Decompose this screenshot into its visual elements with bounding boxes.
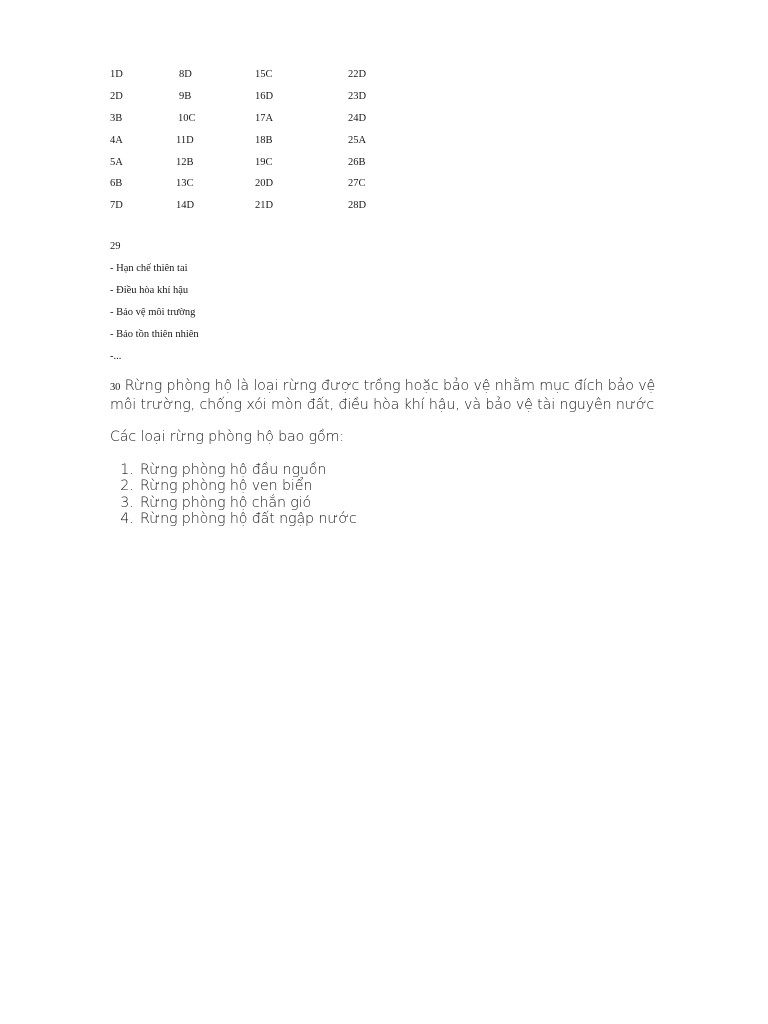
answer-line: - Hạn chế thiên tai <box>110 263 188 274</box>
answer-cell: 6B <box>110 178 123 190</box>
answer-line: - Điều hòa khí hậu <box>110 285 189 296</box>
answer-cell: 26B <box>348 156 366 168</box>
answer-cell: 12B <box>176 156 194 168</box>
answer-cell: 5A <box>110 156 123 168</box>
question-number: 29 <box>110 241 121 252</box>
answer-cell: 23D <box>348 90 367 102</box>
definition-text: Rừng phòng hộ là loại rừng được trồng hoặc bảo vệ nhằm mục đích bảo vệ môi trường, chống xói mòn đất, điều hòa khí hậu, và bảo vệ tài nguyên nước <box>110 378 656 413</box>
answer-cell: 22D <box>348 69 367 80</box>
answer-cell: 2D <box>110 90 123 102</box>
answer-line: - Bảo tồn thiên nhiên <box>110 329 199 340</box>
types-list <box>110 462 670 528</box>
answer-cell: 10C <box>178 112 196 124</box>
answer-cell: 14D <box>176 200 195 212</box>
answer-cell: 24D <box>348 112 367 124</box>
answer-cell: 18B <box>255 134 273 146</box>
list-item: 3. Rừng phòng hộ chắn gió <box>138 495 670 512</box>
answer-cell: 13C <box>176 178 194 190</box>
answer-cell: 11D <box>176 134 194 146</box>
answer-line: -... <box>110 351 122 362</box>
answer-cell: 17A <box>255 112 274 124</box>
answer-cell: 21D <box>255 200 274 212</box>
list-item: 4. Rừng phòng hộ đất ngập nước <box>138 511 670 528</box>
answer-cell: 25A <box>348 134 367 146</box>
types-intro: Các loại rừng phòng hộ bao gồm: <box>110 429 345 445</box>
answer-cell: 3B <box>110 112 123 124</box>
definition-paragraph <box>110 378 670 413</box>
answer-cell: 20D <box>255 178 274 190</box>
question-number: 30 <box>110 382 121 393</box>
answer-cell: 15C <box>255 69 273 80</box>
answer-cell: 8D <box>179 69 192 80</box>
question-29 <box>110 241 199 373</box>
answer-cell: 7D <box>110 200 123 212</box>
answer-cell: 19C <box>255 156 273 168</box>
answer-cell: 28D <box>348 200 367 212</box>
answer-line: - Bảo vệ môi trường <box>110 307 196 318</box>
question-30 <box>110 378 670 528</box>
answer-cell: 9B <box>179 90 192 102</box>
answer-cell: 4A <box>110 134 123 146</box>
list-item: 2. Rừng phòng hộ ven biển <box>138 478 670 495</box>
list-item: 1. Rừng phòng hộ đầu nguồn <box>138 462 670 479</box>
answer-cell: 27C <box>348 178 366 190</box>
answer-cell: 1D <box>110 69 123 80</box>
answer-cell: 16D <box>255 90 274 102</box>
